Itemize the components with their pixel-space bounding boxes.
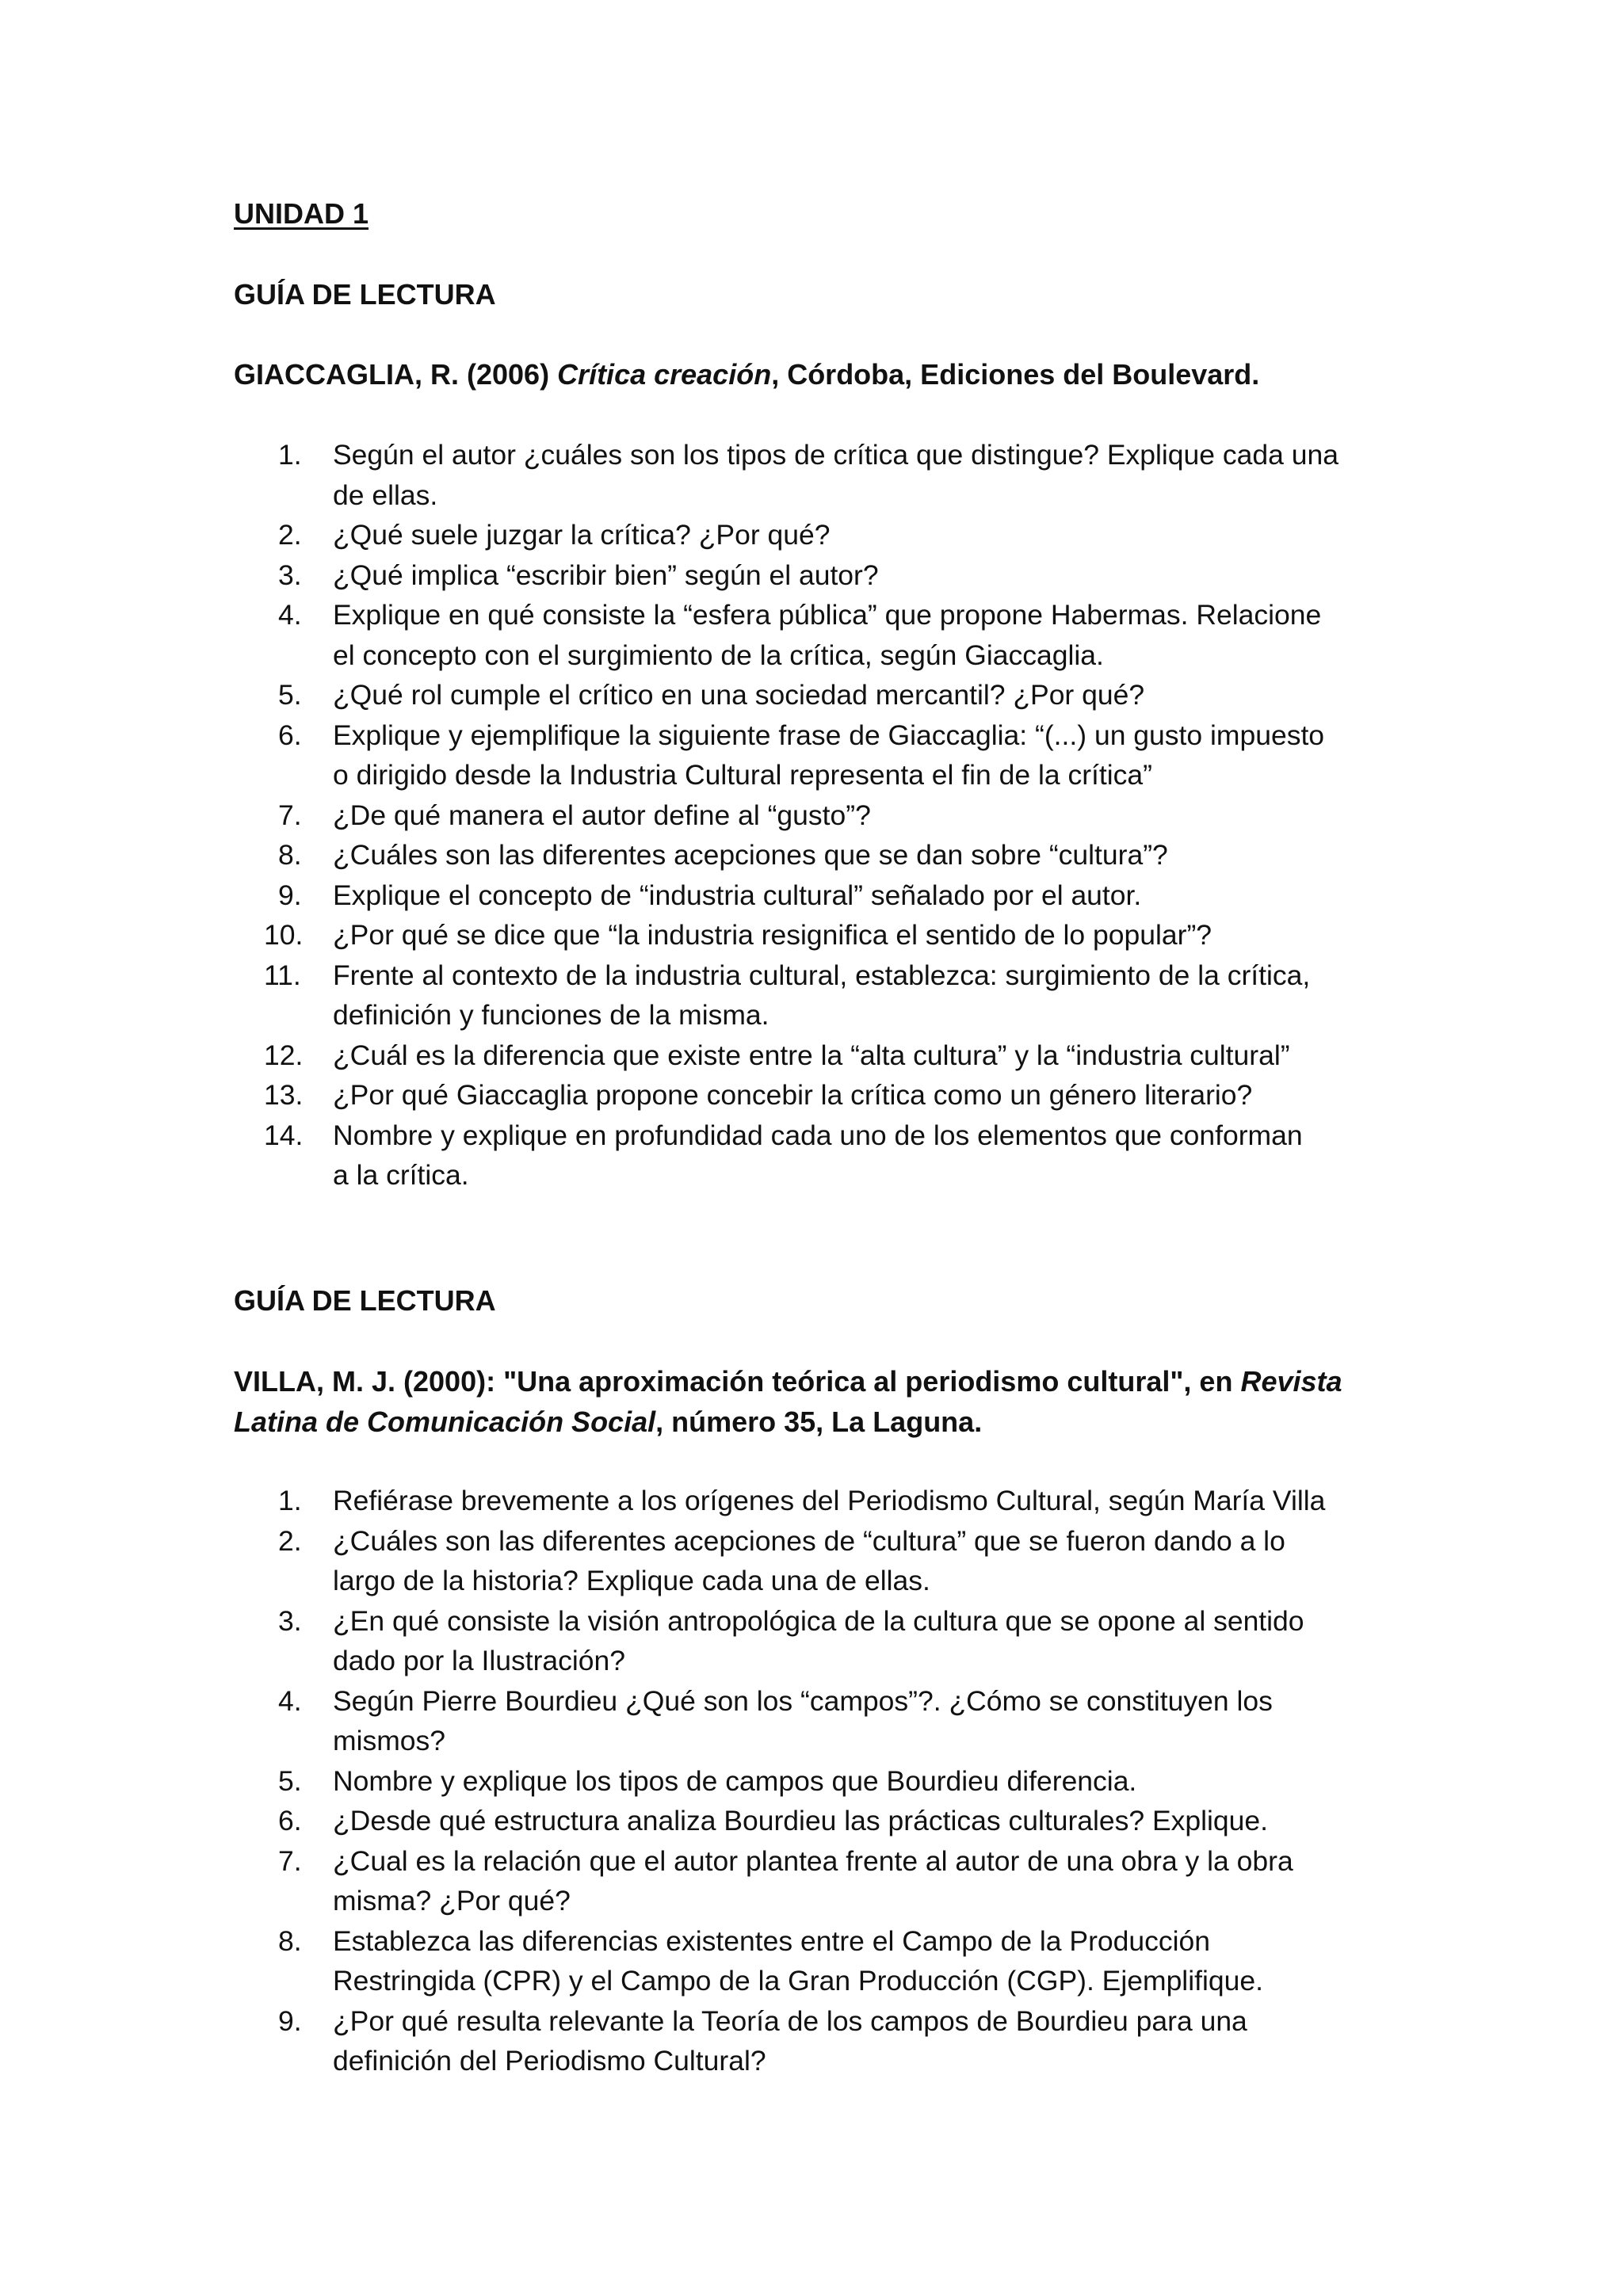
list-item-text [333,1921,1423,2001]
list-item-text [333,515,1423,555]
list-item-line: ¿Cuáles son las diferentes acepciones que se dan sobre “cultura”? [333,839,1168,871]
list-item-number: 9. [278,2004,302,2037]
section1-reference [234,355,1259,395]
reference-line [234,1402,1391,1442]
section2-heading: GUÍA DE LECTURA [234,1284,496,1317]
list-item-text [333,1841,1423,1921]
reference-prefix: VILLA, M. J. (2000): "Una aproximación teórica al periodismo cultural", en [234,1365,1241,1398]
list-item-number: 8. [278,839,302,871]
list-item-text [333,595,1423,675]
list-item-line: largo de la historia? Explique cada una de ellas. [333,1565,930,1596]
list-item-line: el concepto con el surgimiento de la crítica, según Giaccaglia. [333,639,1104,671]
section1-question-list [234,435,1423,1196]
list-item-line: Nombre y explique los tipos de campos que Bourdieu diferencia. [333,1764,1137,1797]
list-item [234,915,1423,955]
list-item-line: o dirigido desde la Industria Cultural representa el fin de la crítica” [333,759,1152,791]
list-item-text [333,1761,1423,1802]
list-item-line: Explique y ejemplifique la siguiente frase de Giaccaglia: “(...) un gusto impuesto [333,719,1325,751]
list-item-text [333,1681,1423,1761]
list-item-number: 2. [278,519,302,551]
list-item-text [333,435,1423,515]
list-item-line: Según el autor ¿cuáles son los tipos de crítica que distingue? Explique cada una [333,439,1338,471]
list-item [234,675,1423,715]
list-item-text [333,1801,1423,1841]
list-item-line: Restringida (CPR) y el Campo de la Gran Producción (CGP). Ejemplifique. [333,1965,1263,1997]
list-item-line: Nombre y explique en profundidad cada uno de los elementos que conforman [333,1119,1303,1151]
list-item-number: 4. [278,599,302,631]
list-item [234,1921,1423,2001]
list-item [234,515,1423,555]
list-item-text [333,915,1423,955]
list-item-line: Frente al contexto de la industria cultural, establezca: surgimiento de la crítica, [333,959,1311,991]
section2-question-list [234,1481,1423,2081]
list-item-number: 14. [264,1119,304,1151]
list-item-line: ¿Por qué resulta relevante la Teoría de los campos de Bourdieu para una [333,2004,1247,2037]
list-item-text [333,1521,1423,1601]
list-item-number: 7. [278,799,302,831]
list-item-number: 3. [278,559,302,591]
list-item-number: 9. [278,879,302,911]
list-item [234,1681,1423,1761]
list-item [234,595,1423,675]
list-item [234,1116,1423,1196]
list-item-line: misma? ¿Por qué? [333,1885,571,1917]
list-item [234,955,1423,1035]
list-item-number: 5. [278,679,302,711]
section2-reference [234,1361,1391,1442]
list-item-line: definición del Periodismo Cultural? [333,2045,766,2077]
list-item-line: Establezca las diferencias existentes entre el Campo de la Producción [333,1924,1211,1957]
list-item-line: ¿Cuáles son las diferentes acepciones de “cultura” que se fueron dando a lo [333,1524,1285,1557]
list-item-number: 1. [278,439,302,471]
list-item-line: ¿Cuál es la diferencia que existe entre la “alta cultura” y la “industria cultural” [333,1039,1290,1071]
list-item [234,555,1423,596]
list-item-line: dado por la Ilustración? [333,1645,626,1676]
list-item-text [333,1116,1423,1196]
list-item [234,875,1423,916]
list-item-text [333,1035,1423,1076]
list-item-text [333,1075,1423,1116]
list-item [234,2001,1423,2081]
list-item-text [333,1601,1423,1681]
list-item-line: Explique en qué consiste la “esfera pública” que propone Habermas. Relacione [333,599,1322,631]
list-item-line: ¿Qué suele juzgar la crítica? ¿Por qué? [333,519,831,551]
unit-title: UNIDAD 1 [234,197,369,230]
list-item-line: de ellas. [333,479,438,511]
list-item-line: ¿Por qué Giaccaglia propone concebir la crítica como un género literario? [333,1079,1253,1111]
list-item-text [333,2001,1423,2081]
list-item-number: 6. [278,719,302,751]
list-item [234,1481,1423,1521]
list-item-number: 1. [278,1485,302,1516]
list-item [234,715,1423,795]
list-item [234,1801,1423,1841]
list-item-line: ¿De qué manera el autor define al “gusto”? [333,799,871,831]
list-item-text [333,715,1423,795]
list-item [234,1841,1423,1921]
list-item-line: Según Pierre Bourdieu ¿Qué son los “campos”?. ¿Cómo se constituyen los [333,1684,1273,1717]
list-item-number: 8. [278,1924,302,1957]
list-item [234,1601,1423,1681]
list-item-number: 4. [278,1684,302,1717]
list-item-number: 12. [264,1039,304,1071]
list-item [234,795,1423,836]
list-item-text [333,675,1423,715]
reference-title: Revista [1240,1365,1342,1398]
reference-title: Latina de Comunicación Social [234,1405,656,1438]
list-item-line: ¿Desde qué estructura analiza Bourdieu las prácticas culturales? Explique. [333,1805,1269,1836]
list-item-number: 5. [278,1764,302,1797]
list-item-number: 3. [278,1604,302,1637]
list-item [234,1035,1423,1076]
list-item-text [333,875,1423,916]
list-item [234,835,1423,875]
list-item-number: 10. [264,919,304,951]
list-item [234,1761,1423,1802]
list-item-text [333,835,1423,875]
reference-suffix: , Córdoba, Ediciones del Boulevard. [771,358,1260,391]
reference-title: Crítica creación [557,358,772,391]
list-item-number: 11. [264,959,301,991]
list-item-number: 13. [264,1079,304,1111]
reference-line [234,1361,1391,1402]
list-item-line: a la crítica. [333,1159,469,1191]
list-item-line: ¿Qué rol cumple el crítico en una sociedad mercantil? ¿Por qué? [333,679,1145,711]
list-item-line: mismos? [333,1725,446,1756]
list-item-line: definición y funciones de la misma. [333,999,769,1031]
list-item-line: Refiérase brevemente a los orígenes del Periodismo Cultural, según María Villa [333,1485,1326,1516]
list-item [234,435,1423,515]
list-item-line: Explique el concepto de “industria cultural” señalado por el autor. [333,879,1142,911]
list-item-line: ¿Por qué se dice que “la industria resignifica el sentido de lo popular”? [333,919,1212,951]
list-item-number: 2. [278,1524,302,1557]
reference-prefix: GIACCAGLIA, R. (2006) [234,358,558,391]
reference-suffix: , número 35, La Laguna. [655,1405,983,1438]
list-item-text [333,955,1423,1035]
list-item-line: ¿Qué implica “escribir bien” según el autor? [333,559,879,591]
list-item-number: 6. [278,1805,302,1836]
list-item [234,1521,1423,1601]
list-item [234,1075,1423,1116]
list-item-text [333,1481,1423,1521]
list-item-text [333,555,1423,596]
list-item-text [333,795,1423,836]
section1-heading: GUÍA DE LECTURA [234,278,496,311]
list-item-line: ¿En qué consiste la visión antropológica de la cultura que se opone al sentido [333,1604,1304,1637]
list-item-number: 7. [278,1844,302,1877]
list-item-line: ¿Cual es la relación que el autor plantea frente al autor de una obra y la obra [333,1844,1293,1877]
